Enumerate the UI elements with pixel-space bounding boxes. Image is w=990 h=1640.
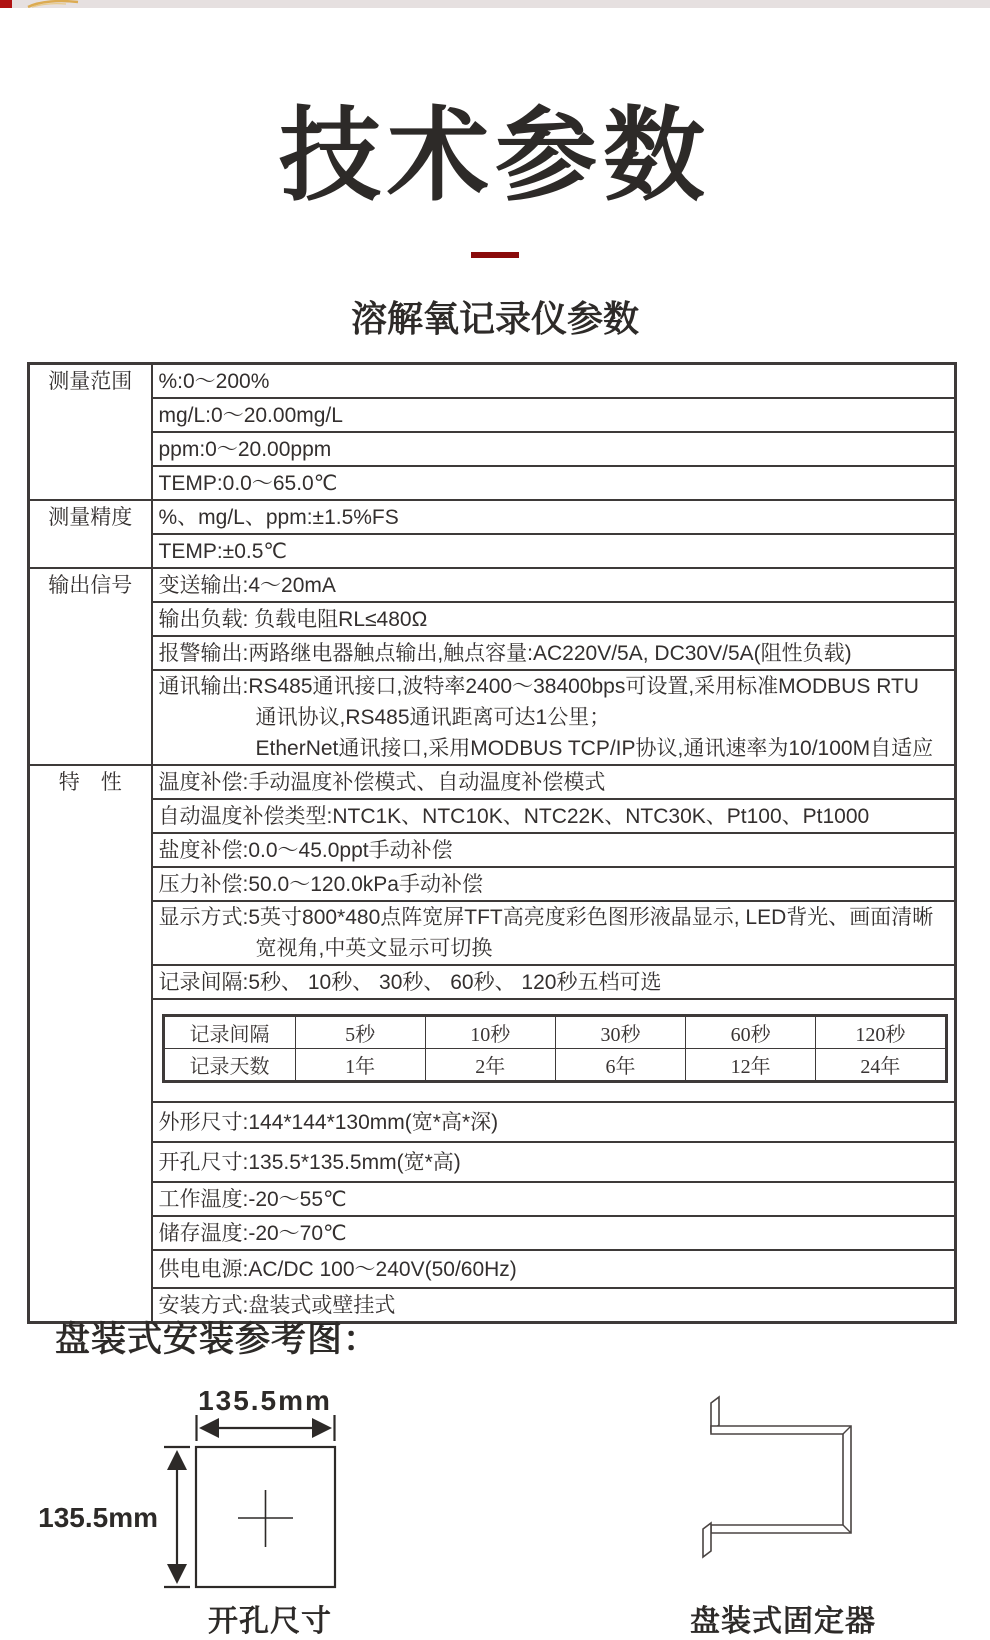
spec-cell: 供电电源:AC/DC 100～240V(50/60Hz) [152, 1250, 956, 1288]
group-label-output-signal: 输出信号 [29, 568, 152, 765]
spec-cell: 变送输出:4～20mA [152, 568, 956, 602]
spec-cell-comm-output: 通讯输出:RS485通讯接口,波特率2400～38400bps可设置,采用标准MODBUS RTU 通讯协议,RS485通讯距离可达1公里； EtherNet通讯接口,采用MODBUS TCP/IP协议,通讯速率为10/100M自适应 [152, 670, 956, 765]
table-row [29, 1102, 956, 1142]
page-top-strip [0, 0, 990, 8]
table-row [29, 1182, 956, 1216]
record-interval-table [162, 1014, 948, 1083]
spec-cell: 自动温度补偿类型:NTC1K、NTC10K、NTC22K、NTC30K、Pt100、Pt1000 [152, 799, 956, 833]
spec-cell: 输出负载: 负载电阻RL≤480Ω [152, 602, 956, 636]
arrowhead-left-icon [199, 1418, 219, 1438]
cutout-height-label: 135.5mm [38, 1502, 158, 1533]
title-divider [471, 252, 519, 258]
spec-cell: 报警输出:两路继电器触点输出,触点容量:AC220V/5A, DC30V/5A(阻性负载) [152, 636, 956, 670]
bracket-channel [711, 1426, 851, 1533]
bracket-caption: 盘装式固定器 [690, 1605, 876, 1638]
inner-cell: 120秒 [816, 1016, 946, 1049]
group-label-features: 特 性 [29, 765, 152, 1323]
inner-cell: 6年 [555, 1049, 685, 1082]
arrowhead-down-icon [167, 1564, 187, 1584]
table-row [29, 867, 956, 901]
inner-cell: 12年 [686, 1049, 816, 1082]
inner-cell: 10秒 [425, 1016, 555, 1049]
table-row [29, 1250, 956, 1288]
spec-cell: ppm:0～20.00ppm [152, 432, 956, 466]
cutout-width-label: 135.5mm [198, 1385, 332, 1416]
page-subtitle: 溶解氧记录仪参数 [350, 298, 639, 339]
table-row [29, 636, 956, 670]
group-label-measure-range: 测量范围 [29, 364, 152, 501]
table-row [29, 602, 956, 636]
spec-cell: 外形尺寸:144*144*130mm(宽*高*深) [152, 1102, 956, 1142]
spec-cell-display-mode: 显示方式:5英寸800*480点阵宽屏TFT高亮度彩色图形液晶显示, LED背光、画面清晰 宽视角,中英文显示可切换 [152, 901, 956, 965]
top-red-fragment [0, 0, 12, 8]
table-row [29, 364, 956, 399]
arrowhead-up-icon [167, 1450, 187, 1470]
spec-table [27, 362, 957, 1324]
table-row [29, 466, 956, 500]
spec-cell: 安装方式:盘装式或壁挂式 [152, 1288, 956, 1323]
record-days-row [163, 1049, 946, 1082]
table-row [29, 670, 956, 765]
spec-cell: 开孔尺寸:135.5*135.5mm(宽*高) [152, 1142, 956, 1182]
table-row [29, 1142, 956, 1182]
spec-cell: 压力补偿:50.0～120.0kPa手动补偿 [152, 867, 956, 901]
table-row [29, 833, 956, 867]
cutout-caption: 开孔尺寸 [208, 1605, 332, 1638]
gold-logo-fragment-icon [26, 0, 86, 8]
spec-cell: 储存温度:-20～70℃ [152, 1216, 956, 1250]
table-row-record-table [29, 999, 956, 1102]
spec-cell: %:0～200% [152, 364, 956, 399]
table-row [29, 799, 956, 833]
arrowhead-right-icon [312, 1418, 332, 1438]
inner-cell: 记录间隔 [163, 1016, 295, 1049]
record-interval-table-cell [152, 999, 956, 1102]
inner-cell: 记录天数 [163, 1049, 295, 1082]
table-row [29, 432, 956, 466]
table-row [29, 398, 956, 432]
group-label-accuracy: 测量精度 [29, 500, 152, 568]
inner-cell: 24年 [816, 1049, 946, 1082]
spec-cell: mg/L:0～20.00mg/L [152, 398, 956, 432]
spec-cell: 记录间隔:5秒、 10秒、 30秒、 60秒、 120秒五档可选 [152, 965, 956, 999]
inner-cell: 2年 [425, 1049, 555, 1082]
spec-cell: 工作温度:-20～55℃ [152, 1182, 956, 1216]
inner-cell: 60秒 [686, 1016, 816, 1049]
spec-cell: 盐度补偿:0.0～45.0ppt手动补偿 [152, 833, 956, 867]
mount-bracket-diagram [690, 1385, 870, 1565]
spec-cell: TEMP:±0.5℃ [152, 534, 956, 568]
bracket-bottom-flange [703, 1523, 711, 1557]
table-row [29, 901, 956, 965]
table-row [29, 534, 956, 568]
spec-cell: TEMP:0.0～65.0℃ [152, 466, 956, 500]
table-row [29, 500, 956, 534]
spec-cell: 温度补偿:手动温度补偿模式、自动温度补偿模式 [152, 765, 956, 799]
table-row [29, 568, 956, 602]
page-title: 技术参数 [279, 99, 711, 213]
table-row [29, 965, 956, 999]
table-row [29, 765, 956, 799]
spec-cell: %、mg/L、ppm:±1.5%FS [152, 500, 956, 534]
inner-cell: 5秒 [295, 1016, 425, 1049]
table-row [29, 1216, 956, 1250]
record-interval-header-row [163, 1016, 946, 1049]
mount-section-heading: 盘装式安装参考图： [55, 1320, 380, 1359]
inner-cell: 30秒 [555, 1016, 685, 1049]
cutout-dimension-diagram [20, 1340, 470, 1600]
inner-cell: 1年 [295, 1049, 425, 1082]
